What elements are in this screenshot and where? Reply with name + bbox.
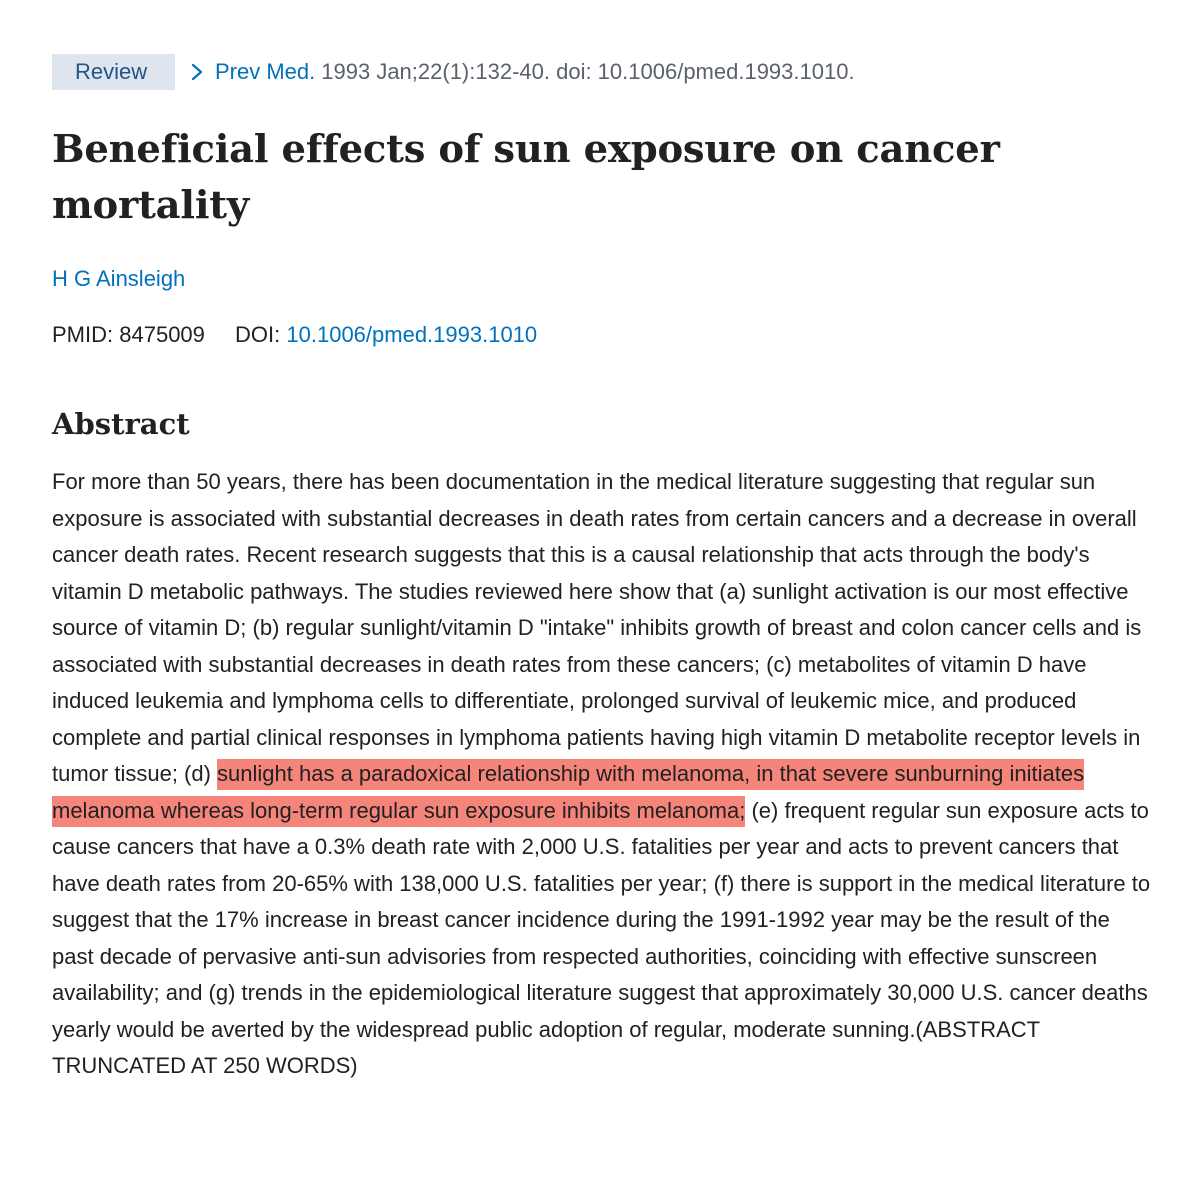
article-title: Beneficial effects of sun exposure on cancer mortality [52, 127, 1000, 228]
journal-link[interactable]: Prev Med. [215, 59, 316, 84]
abstract-body [52, 464, 1152, 1085]
citation-row [52, 54, 855, 90]
abstract-heading: Abstract [52, 407, 190, 441]
pmid-label: PMID: [52, 322, 114, 347]
doi-link[interactable]: 10.1006/pmed.1993.1010 [286, 322, 538, 347]
doi-label: DOI: [235, 322, 281, 347]
chevron-right-icon[interactable] [189, 62, 205, 82]
review-badge: Review [52, 54, 175, 90]
abstract-text-part-1: For more than 50 years, there has been documentation in the medical literature suggesting that regular sun exposure is associated with substantial decreases in death rates from certain cancers and a decrease in overall cancer death rates. Recent research suggests that this is a causal relationship that acts through the body's vitamin D metabolic pathways. The studies reviewed here show that (a) sunlight activation is our most effective source of vitamin D; (b) regular sunlight/vitamin D "intake" inhibits growth of breast and colon cancer cells and is associated with substantial decreases in death rates from these cancers; (c) metabolites of vitamin D have induced leukemia and lymphoma cells to differentiate, prolonged survival of leukemic mice, and produced complete and partial clinical responses in lymphoma patients having high vitamin D metabolite receptor levels in tumor tissue; (d) [52, 469, 1142, 786]
identifiers [52, 322, 537, 348]
author-link[interactable]: H G Ainsleigh [52, 266, 186, 291]
abstract-highlighted-text: sunlight has a paradoxical relationship with melanoma, in that severe sunburning initiates melanoma whereas long-term regular sun exposure inhibits melanoma; [52, 759, 1084, 827]
abstract-text-part-2: (e) frequent regular sun exposure acts to cause cancers that have a 0.3% death rate with 2,000 U.S. fatalities per year and acts to prevent cancers that have death rates from 20-65% with 138,000 U.S. fatalities per year; (f) there is support in the medical literature to suggest that the 17% increase in breast cancer incidence during the 1991-1992 year may be the result of the past decade of pervasive anti-sun advisories from respected authorities, coinciding with effective sunscreen availability; and (g) trends in the epidemiological literature suggest that approximately 30,000 U.S. cancer deaths yearly would be averted by the widespread public adoption of regular, moderate sunning.(ABSTRACT TRUNCATED AT 250 WORDS) [52, 797, 1151, 1078]
citation-details: 1993 Jan;22(1):132-40. doi: 10.1006/pmed.1993.1010. [321, 59, 855, 84]
pmid-value: 8475009 [119, 322, 205, 347]
